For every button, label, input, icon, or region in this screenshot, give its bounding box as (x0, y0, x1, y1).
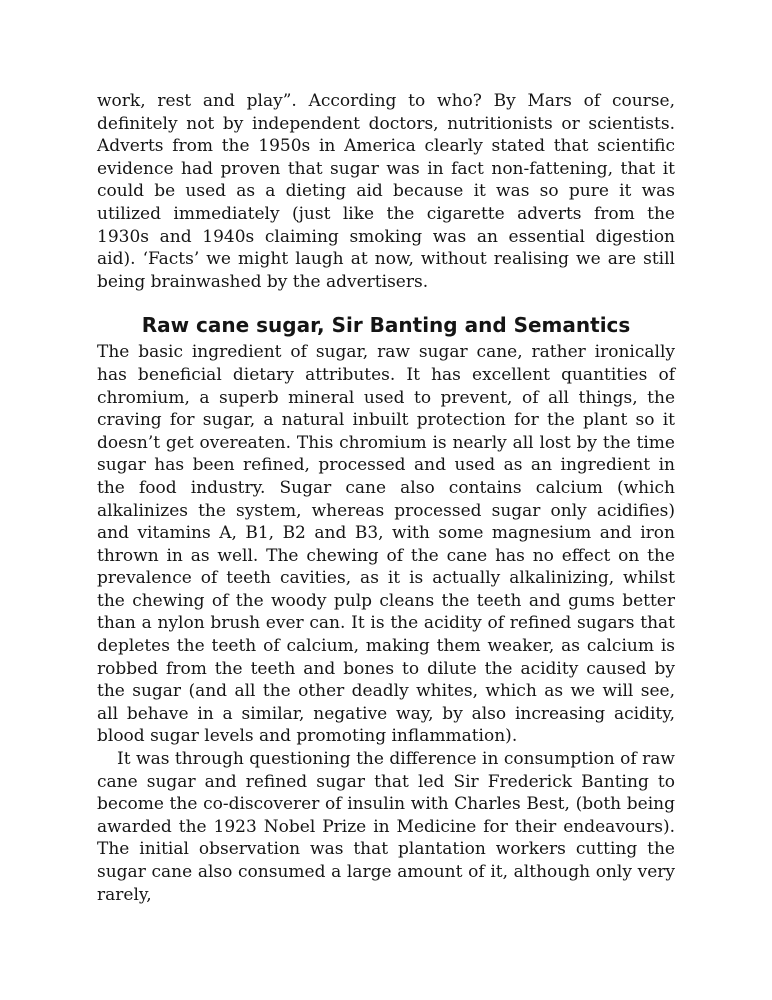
document-page (97, 90, 675, 906)
body-paragraph-1: The basic ingredient of sugar, raw sugar cane, rather ironically has beneficial dietary attributes. It has excellent quantities of chromium, a superb mineral used to prevent, of all things, the craving for sugar, a natural inbuilt protection for the plant so it doesn’t get overeaten. This chromium is nearly all lost by the time sugar has been refined, processed and used as an ingredient in the food industry. Sugar cane also contains calcium (which alkalinizes the system, whereas processed sugar only acidifies) and vitamins A, B1, B2 and B3, with some magnesium and iron thrown in as well. The chewing of the cane has no effect on the prevalence of teeth cavities, as it is actually alkalinizing, whilst the chewing of the woody pulp cleans the teeth and gums better than a nylon brush ever can. It is the acidity of refined sugars that depletes the teeth of calcium, making them weaker, as calcium is robbed from the teeth and bones to dilute the acidity caused by the sugar (and all the other deadly whites, which as we will see, all behave in a similar, negative way, by also increasing acidity, blood sugar levels and promoting inflammation). (97, 342, 675, 747)
body-paragraph-2: It was through questioning the difference in consumption of raw cane sugar and refined sugar that led Sir Frederick Banting to become the co-discoverer of insulin with Charles Best, (both being awarded the 1923 Nobel Prize in Medicine for their endeavours). The initial observation was that plantation workers cutting the sugar cane also consumed a large amount of it, although only very rarely, (97, 749, 675, 905)
section-heading: Raw cane sugar, Sir Banting and Semantics (141, 313, 631, 338)
intro-paragraph: work, rest and play”. According to who? By Mars of course, definitely not by independent doctors, nutritionists or scientists. Adverts from the 1950s in America clearly stated that scientific evidence had proven that sugar was in fact non-fattening, that it could be used as a dieting aid because it was so pure it was utilized immediately (just like the cigarette adverts from the 1930s and 1940s claiming smoking was an essential digestion aid). ‘Facts’ we might laugh at now, without realising we are still being brainwashed by the advertisers. (97, 91, 675, 292)
